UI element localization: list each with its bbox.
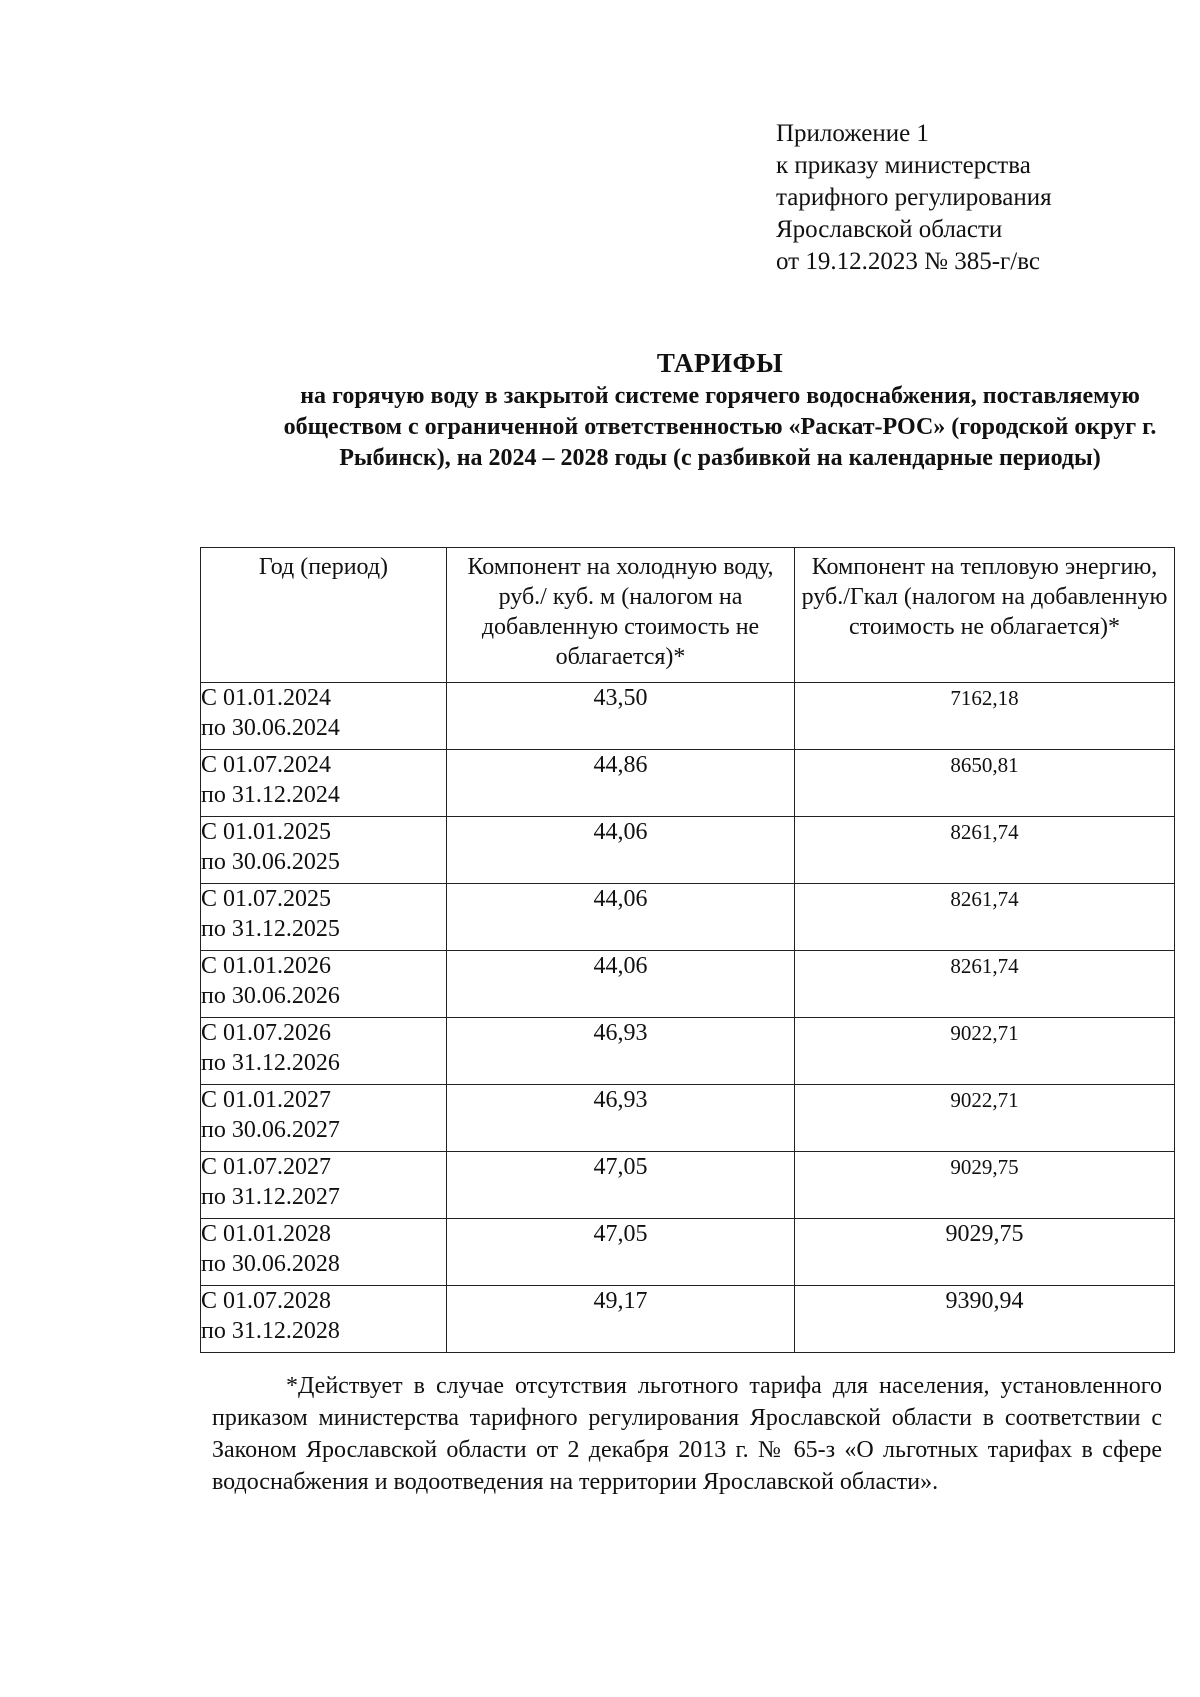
appendix-line: к приказу министерства <box>776 152 1031 179</box>
cell-period <box>201 817 447 884</box>
footnote: *Действует в случае отсутствия льготного тарифа для населения, установленного приказом министерства тарифного регулирования Ярославской области в соответствии с Законом Ярославской области от 2 декабря 2013 г. № 65-з «О льготных тарифах в сфере водоснабжения и водоотведения на территории Ярославской области». <box>212 1373 1162 1495</box>
cell-cold-water: 47,05 <box>447 1219 795 1286</box>
table-row <box>201 1286 1175 1353</box>
period-to: по 31.12.2025 <box>201 916 340 942</box>
cell-period <box>201 1085 447 1152</box>
tariff-table <box>200 547 1175 1353</box>
cell-period <box>201 750 447 817</box>
cell-heat-energy: 9022,71 <box>795 1018 1175 1085</box>
table-row <box>201 1085 1175 1152</box>
period-from: С 01.07.2027 <box>201 1154 332 1180</box>
appendix-line: от 19.12.2023 № 385-г/вс <box>776 248 1040 275</box>
cell-cold-water: 44,86 <box>447 750 795 817</box>
period-from: С 01.07.2024 <box>201 752 332 778</box>
table-row <box>201 1018 1175 1085</box>
period-from: С 01.01.2028 <box>201 1221 332 1247</box>
period-from: С 01.01.2024 <box>201 685 332 711</box>
cell-cold-water: 49,17 <box>447 1286 795 1353</box>
table-row <box>201 683 1175 750</box>
table-body <box>201 683 1175 1353</box>
period-to: по 30.06.2027 <box>201 1117 340 1143</box>
cell-heat-energy: 9029,75 <box>795 1219 1175 1286</box>
cell-period <box>201 1219 447 1286</box>
appendix-line: Ярославской области <box>776 216 1003 243</box>
cell-cold-water: 46,93 <box>447 1018 795 1085</box>
appendix-line: Приложение 1 <box>776 120 929 147</box>
table-row <box>201 884 1175 951</box>
cell-heat-energy: 7162,18 <box>795 683 1175 750</box>
period-from: С 01.07.2028 <box>201 1288 332 1314</box>
period-from: С 01.07.2026 <box>201 1020 332 1046</box>
table-header-row <box>201 548 1175 683</box>
period-to: по 31.12.2028 <box>201 1318 340 1344</box>
cell-cold-water: 47,05 <box>447 1152 795 1219</box>
cell-cold-water: 46,93 <box>447 1085 795 1152</box>
cell-period <box>201 951 447 1018</box>
cell-cold-water: 44,06 <box>447 884 795 951</box>
cell-period <box>201 1152 447 1219</box>
header-heat-energy: Компонент на тепловую энергию, руб./Гкал (налогом на добавленную стоимость не облагается)* <box>795 548 1175 683</box>
table-row <box>201 1152 1175 1219</box>
appendix-reference <box>776 118 1052 278</box>
period-from: С 01.01.2025 <box>201 819 332 845</box>
period-from: С 01.01.2026 <box>201 953 332 979</box>
cell-heat-energy: 9022,71 <box>795 1085 1175 1152</box>
cell-cold-water: 44,06 <box>447 951 795 1018</box>
cell-period <box>201 683 447 750</box>
period-to: по 30.06.2024 <box>201 715 340 741</box>
title-subtitle: на горячую воду в закрытой системе горячего водоснабжения, поставляемую обществом с ограниченной ответственностью «Раскат-РОС» (городской округ г. Рыбинск), на 2024 – 2028 годы (с разбивкой на календарные периоды) <box>283 383 1157 471</box>
cell-cold-water: 44,06 <box>447 817 795 884</box>
appendix-line: тарифного регулирования <box>776 184 1052 211</box>
cell-cold-water: 43,50 <box>447 683 795 750</box>
table-row <box>201 951 1175 1018</box>
period-to: по 31.12.2027 <box>201 1184 340 1210</box>
cell-heat-energy: 8261,74 <box>795 817 1175 884</box>
cell-heat-energy: 8650,81 <box>795 750 1175 817</box>
cell-period <box>201 1286 447 1353</box>
period-to: по 31.12.2026 <box>201 1050 340 1076</box>
cell-heat-energy: 9029,75 <box>795 1152 1175 1219</box>
document-title <box>260 345 1180 474</box>
header-period: Год (период) <box>201 548 447 683</box>
period-from: С 01.07.2025 <box>201 886 332 912</box>
period-to: по 31.12.2024 <box>201 782 340 808</box>
header-cold-water: Компонент на холодную воду, руб./ куб. м (налогом на добавленную стоимость не облагается)* <box>447 548 795 683</box>
cell-period <box>201 884 447 951</box>
period-from: С 01.01.2027 <box>201 1087 332 1113</box>
title-main: ТАРИФЫ <box>656 348 784 378</box>
table-row <box>201 1219 1175 1286</box>
table-row <box>201 817 1175 884</box>
cell-period <box>201 1018 447 1085</box>
period-to: по 30.06.2026 <box>201 983 340 1009</box>
cell-heat-energy: 8261,74 <box>795 884 1175 951</box>
period-to: по 30.06.2025 <box>201 849 340 875</box>
table-row <box>201 750 1175 817</box>
period-to: по 30.06.2028 <box>201 1251 340 1277</box>
cell-heat-energy: 8261,74 <box>795 951 1175 1018</box>
cell-heat-energy: 9390,94 <box>795 1286 1175 1353</box>
